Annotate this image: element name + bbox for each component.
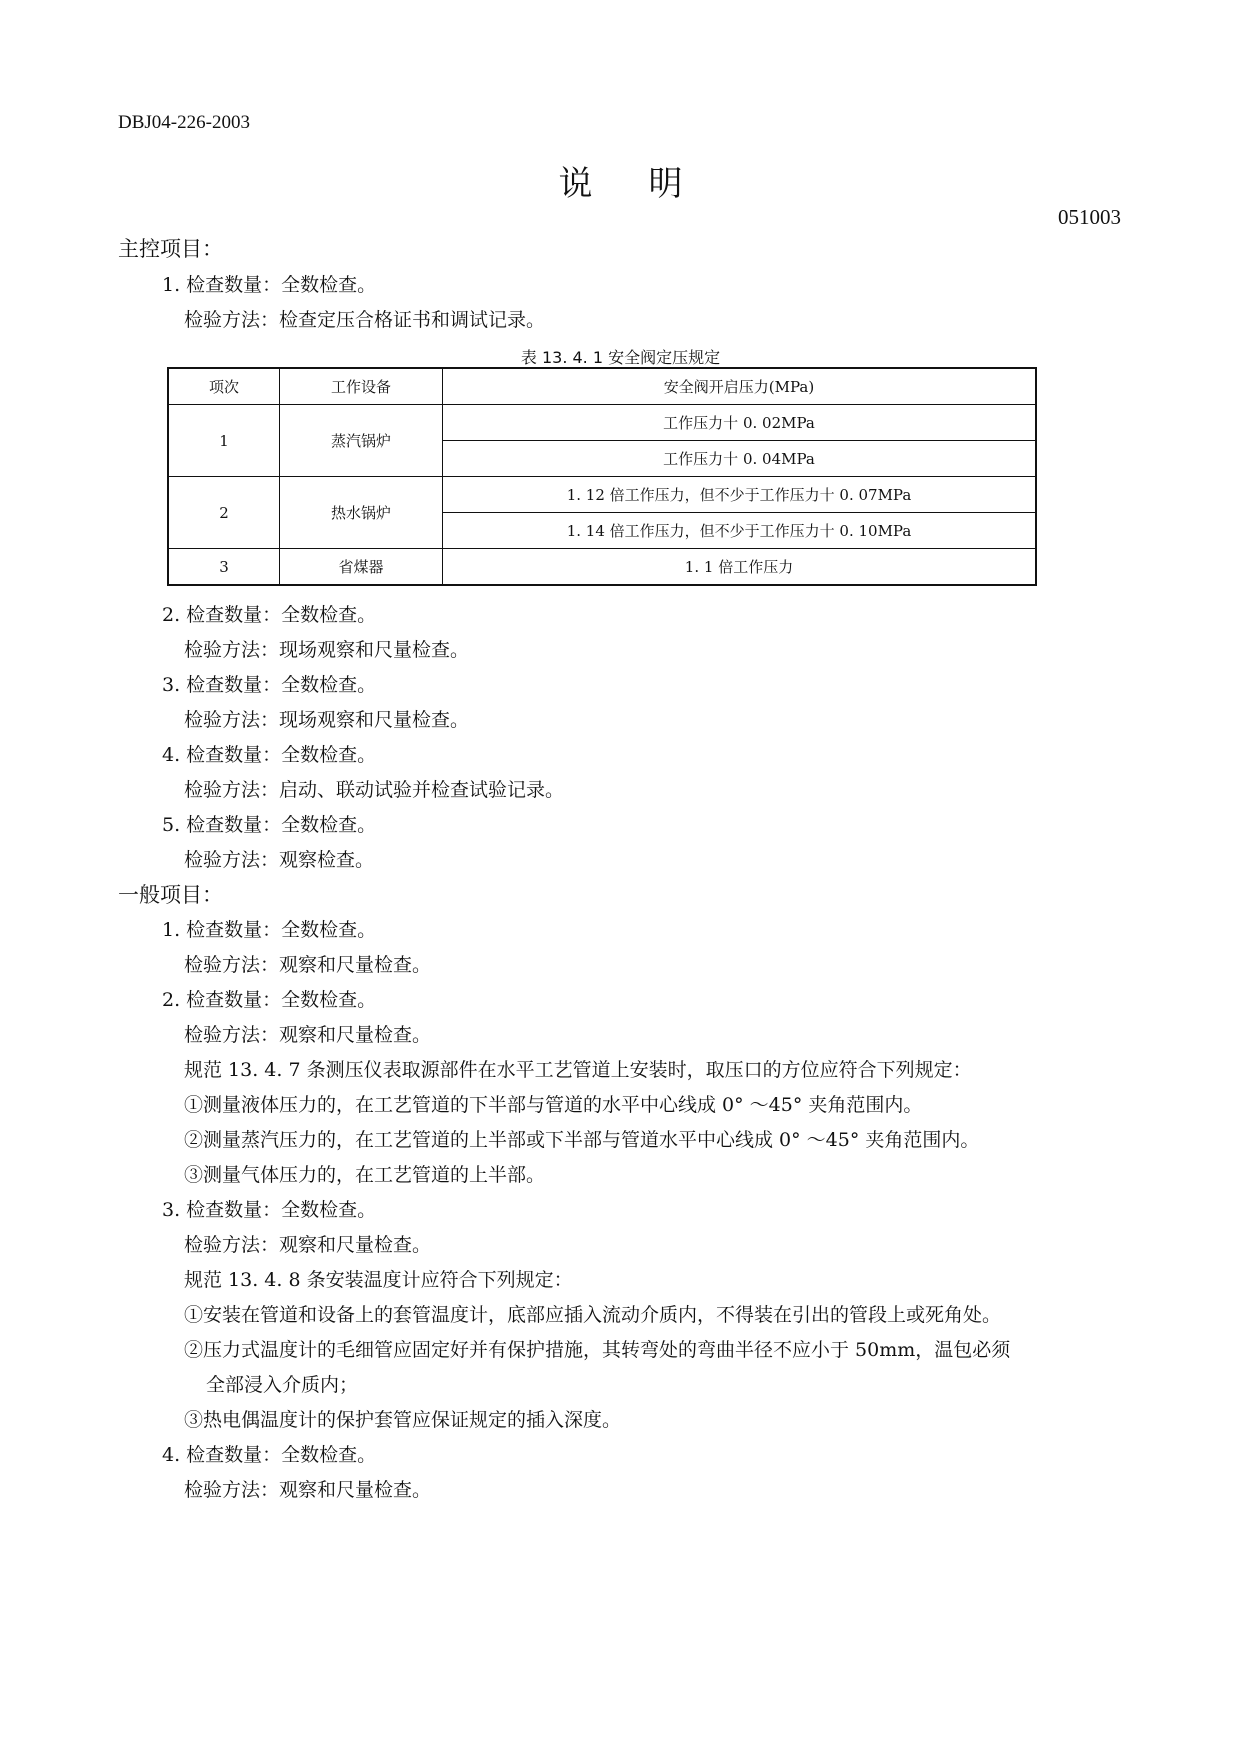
general-item2-rule: 规范 13. 4. 7 条测压仪表取源部件在水平工艺管道上安装时，取压口的方位应符合下列规定： bbox=[184, 1059, 972, 1081]
main-item5-quantity: 5. 检查数量：全数检查。 bbox=[162, 814, 377, 836]
document-number: 051003 bbox=[1058, 205, 1121, 229]
row-value: 工作压力十 0. 02MPa bbox=[443, 405, 1037, 441]
general-item2-rule-1: ①测量液体压力的，在工艺管道的下半部与管道的水平中心线成 0° ～45° 夹角范围内。 bbox=[184, 1094, 923, 1116]
general-item3-rule: 规范 13. 4. 8 条安装温度计应符合下列规定： bbox=[184, 1269, 573, 1291]
row-value: 1. 1 倍工作压力 bbox=[443, 549, 1037, 586]
table-caption: 表 13. 4. 1 安全阀定压规定 bbox=[520, 348, 721, 367]
main-item3-method: 检验方法：现场观察和尺量检查。 bbox=[184, 709, 470, 731]
table-row bbox=[168, 549, 1036, 586]
general-item3-rule-1: ①安装在管道和设备上的套管温度计，底部应插入流动介质内，不得装在引出的管段上或死角处。 bbox=[184, 1304, 1002, 1326]
main-control-heading: 主控项目： bbox=[118, 237, 223, 261]
row-no: 2 bbox=[168, 477, 280, 549]
general-item3-rule-2a: ②压力式温度计的毛细管应固定好并有保护措施，其转弯处的弯曲半径不应小于 50mm，温包必须 bbox=[184, 1339, 1011, 1361]
main-item3-quantity: 3. 检查数量：全数检查。 bbox=[162, 674, 377, 696]
general-item1-method: 检验方法：观察和尺量检查。 bbox=[184, 954, 432, 976]
general-item3-rule-2b: 全部浸入介质内； bbox=[206, 1374, 359, 1396]
row-value: 1. 14 倍工作压力，但不少于工作压力十 0. 10MPa bbox=[443, 513, 1037, 549]
row-no: 1 bbox=[168, 405, 280, 477]
general-item1-quantity: 1. 检查数量：全数检查。 bbox=[162, 919, 377, 941]
table-row bbox=[168, 405, 1036, 441]
row-value: 1. 12 倍工作压力，但不少于工作压力十 0. 07MPa bbox=[443, 477, 1037, 513]
main-item4-method: 检验方法：启动、联动试验并检查试验记录。 bbox=[184, 779, 565, 801]
header-device: 工作设备 bbox=[280, 368, 443, 405]
main-item2-method: 检验方法：现场观察和尺量检查。 bbox=[184, 639, 470, 661]
general-item4-quantity: 4. 检查数量：全数检查。 bbox=[162, 1444, 377, 1466]
safety-valve-table bbox=[167, 367, 1037, 586]
document-code: DBJ04-226-2003 bbox=[118, 112, 250, 133]
general-item4-method: 检验方法：观察和尺量检查。 bbox=[184, 1479, 432, 1501]
general-item3-rule-3: ③热电偶温度计的保护套管应保证规定的插入深度。 bbox=[184, 1409, 622, 1431]
header-item-no: 项次 bbox=[168, 368, 280, 405]
row-device: 热水锅炉 bbox=[280, 477, 443, 549]
table-row bbox=[168, 477, 1036, 513]
row-device: 省煤器 bbox=[280, 549, 443, 586]
table-header-row bbox=[168, 368, 1036, 405]
page-title: 说明 bbox=[558, 164, 739, 204]
row-no: 3 bbox=[168, 549, 280, 586]
general-item2-quantity: 2. 检查数量：全数检查。 bbox=[162, 989, 377, 1011]
general-item2-method: 检验方法：观察和尺量检查。 bbox=[184, 1024, 432, 1046]
row-device: 蒸汽锅炉 bbox=[280, 405, 443, 477]
main-item1-method: 检验方法：检查定压合格证书和调试记录。 bbox=[184, 309, 546, 331]
general-heading: 一般项目： bbox=[118, 883, 223, 907]
general-item3-method: 检验方法：观察和尺量检查。 bbox=[184, 1234, 432, 1256]
main-item4-quantity: 4. 检查数量：全数检查。 bbox=[162, 744, 377, 766]
main-item5-method: 检验方法：观察检查。 bbox=[184, 849, 375, 871]
header-pressure: 安全阀开启压力(MPa) bbox=[443, 368, 1037, 405]
general-item2-rule-3: ③测量气体压力的，在工艺管道的上半部。 bbox=[184, 1164, 546, 1186]
main-item1-quantity: 1. 检查数量：全数检查。 bbox=[162, 274, 377, 296]
main-item2-quantity: 2. 检查数量：全数检查。 bbox=[162, 604, 377, 626]
general-item3-quantity: 3. 检查数量：全数检查。 bbox=[162, 1199, 377, 1221]
general-item2-rule-2: ②测量蒸汽压力的，在工艺管道的上半部或下半部与管道水平中心线成 0° ～45° 夹角范围内。 bbox=[184, 1129, 980, 1151]
row-value: 工作压力十 0. 04MPa bbox=[443, 441, 1037, 477]
